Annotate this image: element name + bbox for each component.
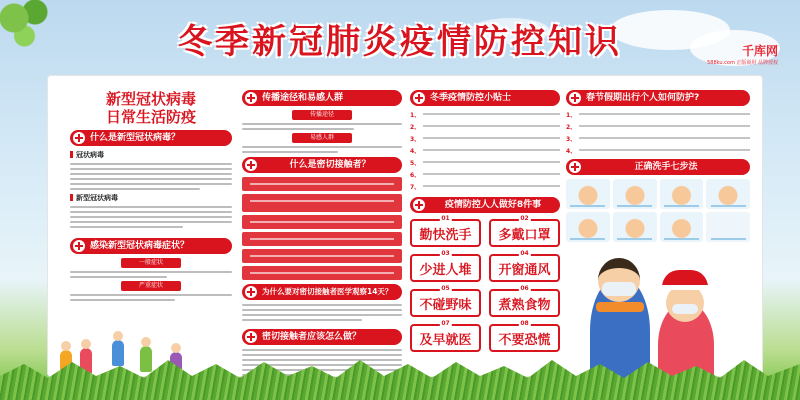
card-label: 多戴口罩 <box>498 227 551 243</box>
card-number: 06 <box>520 285 529 292</box>
tip-item <box>566 146 750 155</box>
card-label: 及早就医 <box>419 332 472 348</box>
tip-number: 3、 <box>410 136 421 143</box>
tip-number: 2、 <box>410 124 421 131</box>
travel-tips-list <box>566 110 750 155</box>
body-text <box>242 123 402 130</box>
section-heading-label: 春节假期出行个人如何防护? <box>586 93 700 103</box>
face-mask <box>672 304 698 314</box>
card-number: 01 <box>441 215 450 222</box>
brand-logo <box>702 42 778 66</box>
section-heading-label: 感染新型冠状病毒症状？ <box>90 241 190 251</box>
handwash-step-illustration <box>706 179 750 209</box>
tip-number: 5、 <box>410 160 421 167</box>
section-heading-label: 为什么要对密切接触者医学观察14天？ <box>262 287 393 296</box>
section-heading <box>410 90 560 106</box>
column-transmission <box>242 86 402 376</box>
section-subtitle <box>70 90 232 126</box>
section-heading <box>242 157 402 173</box>
column-winter-tips <box>410 86 560 376</box>
santa-hat <box>662 270 708 290</box>
section-heading-label: 传播途径和易感人群 <box>262 93 344 103</box>
section-heading-label: 密切接触者应该怎么做？ <box>262 332 362 342</box>
body-text <box>70 163 232 190</box>
handwash-step-illustration <box>613 179 657 209</box>
action-card <box>410 320 481 352</box>
tip-number: 2、 <box>566 124 577 131</box>
card-label: 开窗通风 <box>498 262 551 278</box>
medical-cross-icon <box>245 286 257 298</box>
subheading: 新型冠状病毒 <box>70 193 232 203</box>
handwash-step-illustration <box>566 179 610 209</box>
column-coronavirus-intro <box>70 86 232 376</box>
medical-cross-icon <box>413 199 425 211</box>
tip-item <box>410 170 560 179</box>
medical-cross-icon <box>245 159 257 171</box>
child-illustration <box>112 340 124 366</box>
section-heading <box>70 238 232 254</box>
section-heading <box>242 90 402 106</box>
tips-list <box>410 110 560 191</box>
contact-item <box>242 215 402 229</box>
section-heading-label: 什么是密切接触者？ <box>289 160 371 170</box>
handwash-step-illustration <box>613 212 657 242</box>
tip-number: 6、 <box>410 172 421 179</box>
tip-item <box>410 122 560 131</box>
contact-item <box>242 266 402 280</box>
handwash-step-illustration <box>660 179 704 209</box>
card-number: 02 <box>520 215 529 222</box>
body-text <box>242 304 402 321</box>
medical-cross-icon <box>245 331 257 343</box>
section-heading <box>410 197 560 213</box>
eight-things-grid <box>410 215 560 352</box>
body-text <box>70 271 232 278</box>
tip-number: 4、 <box>410 148 421 155</box>
handwash-steps <box>566 179 750 242</box>
medical-cross-icon <box>569 161 581 173</box>
medical-cross-icon <box>413 92 425 104</box>
tag-label: 传播途径 <box>292 110 352 120</box>
tip-item <box>566 134 750 143</box>
section-heading-label: 正确洗手七步法 <box>634 162 698 172</box>
section-heading <box>566 90 750 106</box>
tip-item <box>566 122 750 131</box>
subtitle-line: 日常生活防疫 <box>105 108 196 126</box>
section-heading <box>566 159 750 175</box>
body-text <box>70 294 232 301</box>
brand-tagline: 588ku.com 正版商用 品牌授权 <box>707 60 778 66</box>
contact-item <box>242 232 402 246</box>
medical-cross-icon <box>245 92 257 104</box>
tip-number: 1、 <box>566 112 577 119</box>
card-number: 08 <box>520 320 529 327</box>
medical-cross-icon <box>73 240 85 252</box>
card-label: 勤快洗手 <box>419 227 472 243</box>
tip-number: 4、 <box>566 148 577 155</box>
subheading: 冠状病毒 <box>70 150 232 160</box>
body-text <box>70 206 232 228</box>
tip-number: 1、 <box>410 112 421 119</box>
action-card <box>489 320 560 352</box>
medical-cross-icon <box>569 92 581 104</box>
card-number: 07 <box>441 320 450 327</box>
brand-logo-text: 千库网 <box>741 44 778 58</box>
action-card <box>489 285 560 317</box>
card-label: 不要恐慌 <box>498 332 551 348</box>
contact-item <box>242 194 402 212</box>
poster-title: 冬季新冠肺炎疫情防控知识 <box>178 22 622 62</box>
action-card <box>489 250 560 282</box>
section-heading <box>242 284 402 300</box>
tag-label: 严重症状 <box>121 281 181 291</box>
contact-item <box>242 249 402 263</box>
tip-item <box>410 158 560 167</box>
medical-cross-icon <box>73 132 85 144</box>
action-card <box>410 250 481 282</box>
tip-item <box>566 110 750 119</box>
handwash-step-illustration <box>660 212 704 242</box>
close-contact-list <box>242 177 402 280</box>
section-heading-label: 冬季疫情防控小贴士 <box>430 93 512 103</box>
contact-item <box>242 177 402 191</box>
card-number: 05 <box>441 285 450 292</box>
tip-item <box>410 146 560 155</box>
action-card <box>410 215 481 247</box>
face-mask <box>602 282 636 296</box>
handwash-step-illustration <box>706 212 750 242</box>
tag-label: 一般症状 <box>121 258 181 268</box>
section-heading <box>70 130 232 146</box>
card-number: 03 <box>441 250 450 257</box>
tip-number: 7、 <box>410 184 421 191</box>
card-label: 不碰野味 <box>419 297 472 313</box>
section-heading <box>242 329 402 345</box>
tag-label: 易感人群 <box>292 133 352 143</box>
section-heading-label: 疫情防控人人做好8件事 <box>444 200 542 210</box>
body-text <box>242 146 402 153</box>
subtitle-line: 新型冠状病毒 <box>105 90 196 108</box>
tip-item <box>410 182 560 191</box>
child-illustration <box>140 346 152 372</box>
scarf <box>596 302 644 312</box>
card-number: 04 <box>520 250 529 257</box>
action-card <box>410 285 481 317</box>
card-label: 少进人堆 <box>419 262 472 278</box>
action-card <box>489 215 560 247</box>
section-heading-label: 什么是新型冠状病毒？ <box>90 133 181 143</box>
tip-number: 3、 <box>566 136 577 143</box>
tip-item <box>410 110 560 119</box>
tip-item <box>410 134 560 143</box>
handwash-step-illustration <box>566 212 610 242</box>
card-label: 煮熟食物 <box>498 297 551 313</box>
